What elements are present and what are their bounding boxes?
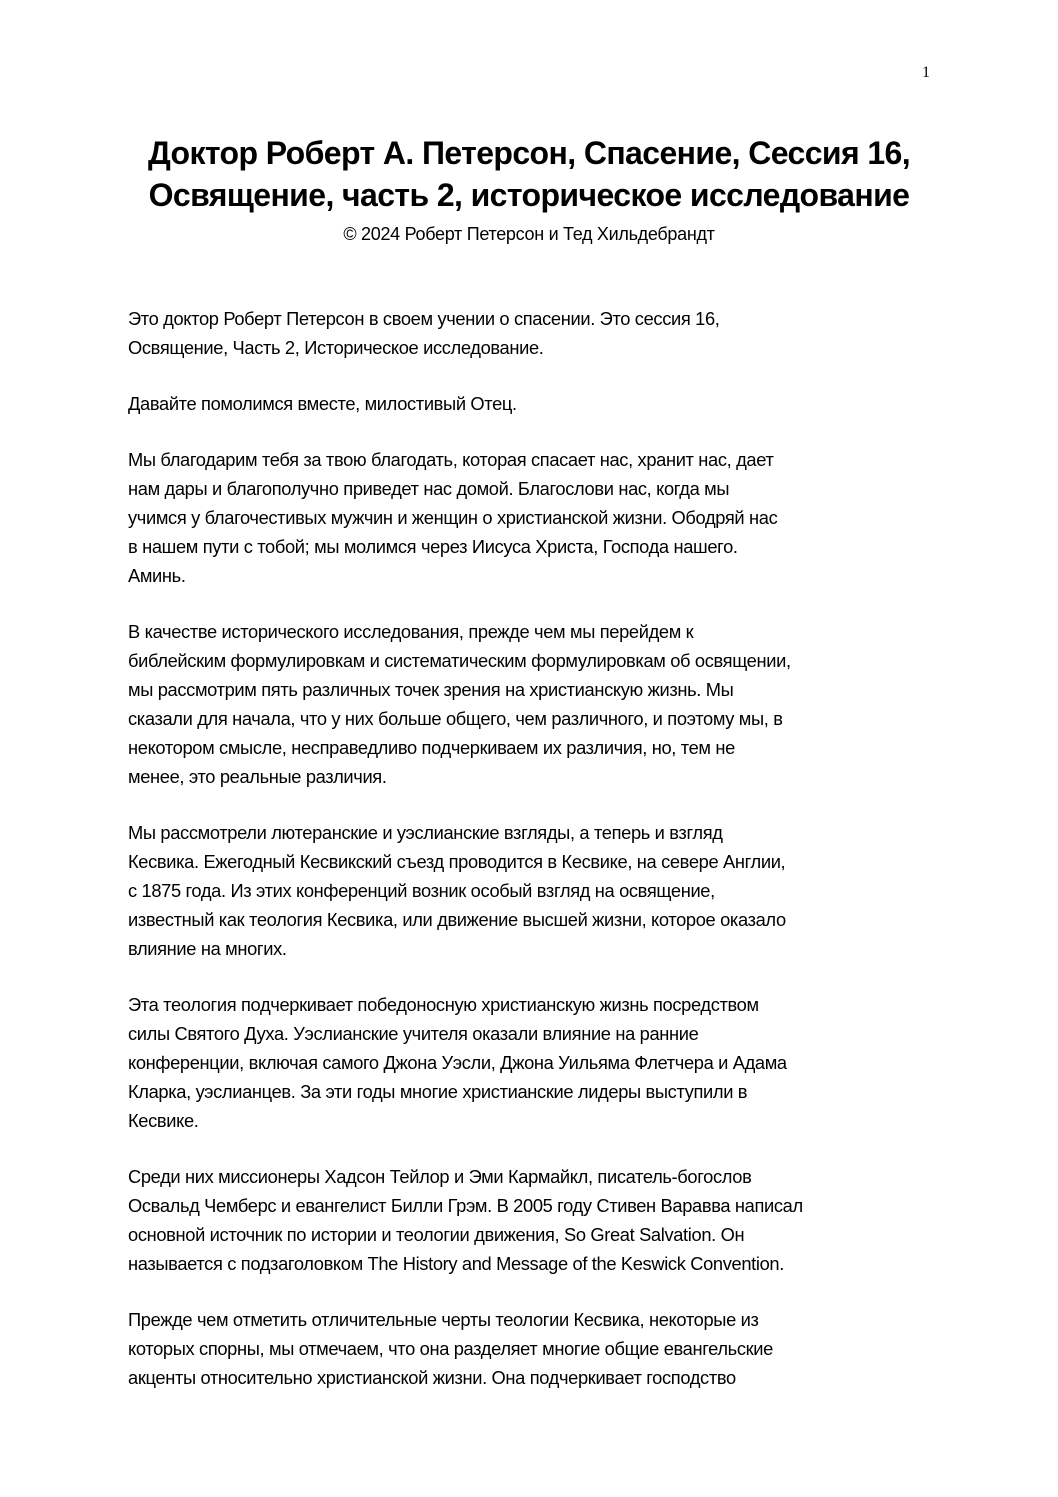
document-title bbox=[0, 132, 1058, 216]
text-line: Кесвике. bbox=[128, 1110, 199, 1131]
text-line: известный как теология Кесвика, или движение высшей жизни, которое оказало bbox=[128, 909, 786, 930]
paragraph bbox=[128, 990, 948, 1135]
text-line: акценты относительно христианской жизни. Она подчеркивает господство bbox=[128, 1367, 736, 1388]
text-line: Давайте помолимся вместе, милостивый Отец. bbox=[128, 393, 517, 414]
text-line: менее, это реальные различия. bbox=[128, 766, 387, 787]
text-line: нам дары и благополучно приведет нас домой. Благослови нас, когда мы bbox=[128, 478, 730, 499]
title-line: Освящение, часть 2, историческое исследование bbox=[148, 177, 910, 213]
paragraph bbox=[128, 389, 948, 418]
text-line: Освящение, Часть 2, Историческое исследование. bbox=[128, 337, 544, 358]
text-line: Среди них миссионеры Хадсон Тейлор и Эми Кармайкл, писатель-богослов bbox=[128, 1166, 752, 1187]
paragraph bbox=[128, 617, 948, 791]
text-line: Освальд Чемберс и евангелист Билли Грэм. В 2005 году Стивен Варавва написал bbox=[128, 1195, 803, 1216]
text-line: Аминь. bbox=[128, 565, 186, 586]
text-line: основной источник по истории и теологии движения, So Great Salvation. Он bbox=[128, 1224, 745, 1245]
text-line: Эта теология подчеркивает победоносную христианскую жизнь посредством bbox=[128, 994, 759, 1015]
paragraph bbox=[128, 445, 948, 590]
text-line: учимся у благочестивых мужчин и женщин о христианской жизни. Ободряй нас bbox=[128, 507, 778, 528]
text-line: называется с подзаголовком The History and Message of the Keswick Convention. bbox=[128, 1253, 784, 1274]
text-line: Это доктор Роберт Петерсон в своем учении о спасении. Это сессия 16, bbox=[128, 308, 720, 329]
text-line: мы рассмотрим пять различных точек зрения на христианскую жизнь. Мы bbox=[128, 679, 734, 700]
text-line: Кларка, уэслианцев. За эти годы многие христианские лидеры выступили в bbox=[128, 1081, 748, 1102]
text-line: сказали для начала, что у них больше общего, чем различного, и поэтому мы, в bbox=[128, 708, 783, 729]
title-line: Доктор Роберт А. Петерсон, Спасение, Сессия 16, bbox=[147, 135, 911, 171]
text-line: конференции, включая самого Джона Уэсли, Джона Уильяма Флетчера и Адама bbox=[128, 1052, 787, 1073]
paragraph bbox=[128, 1162, 948, 1278]
text-line: которых спорны, мы отмечаем, что она разделяет многие общие евангельские bbox=[128, 1338, 773, 1359]
paragraph bbox=[128, 818, 948, 963]
text-line: Прежде чем отметить отличительные черты теологии Кесвика, некоторые из bbox=[128, 1309, 759, 1330]
text-line: Мы благодарим тебя за твою благодать, которая спасает нас, хранит нас, дает bbox=[128, 449, 774, 470]
text-line: В качестве исторического исследования, прежде чем мы перейдем к bbox=[128, 621, 694, 642]
text-line: с 1875 года. Из этих конференций возник особый взгляд на освящение, bbox=[128, 880, 715, 901]
copyright-subtitle: © 2024 Роберт Петерсон и Тед Хильдебрандт bbox=[343, 224, 715, 244]
text-line: некотором смысле, несправедливо подчеркиваем их различия, но, тем не bbox=[128, 737, 735, 758]
text-line: силы Святого Духа. Уэслианские учителя оказали влияние на ранние bbox=[128, 1023, 699, 1044]
text-line: библейским формулировкам и систематическим формулировкам об освящении, bbox=[128, 650, 791, 671]
paragraph bbox=[128, 1305, 948, 1392]
text-line: Кесвика. Ежегодный Кесвикский съезд проводится в Кесвике, на севере Англии, bbox=[128, 851, 786, 872]
text-line: в нашем пути с тобой; мы молимся через Иисуса Христа, Господа нашего. bbox=[128, 536, 738, 557]
document-body bbox=[128, 304, 948, 1419]
text-line: Мы рассмотрели лютеранские и уэслианские взгляды, а теперь и взгляд bbox=[128, 822, 723, 843]
paragraph bbox=[128, 304, 948, 362]
text-line: влияние на многих. bbox=[128, 938, 287, 959]
page-number: 1 bbox=[922, 64, 930, 81]
